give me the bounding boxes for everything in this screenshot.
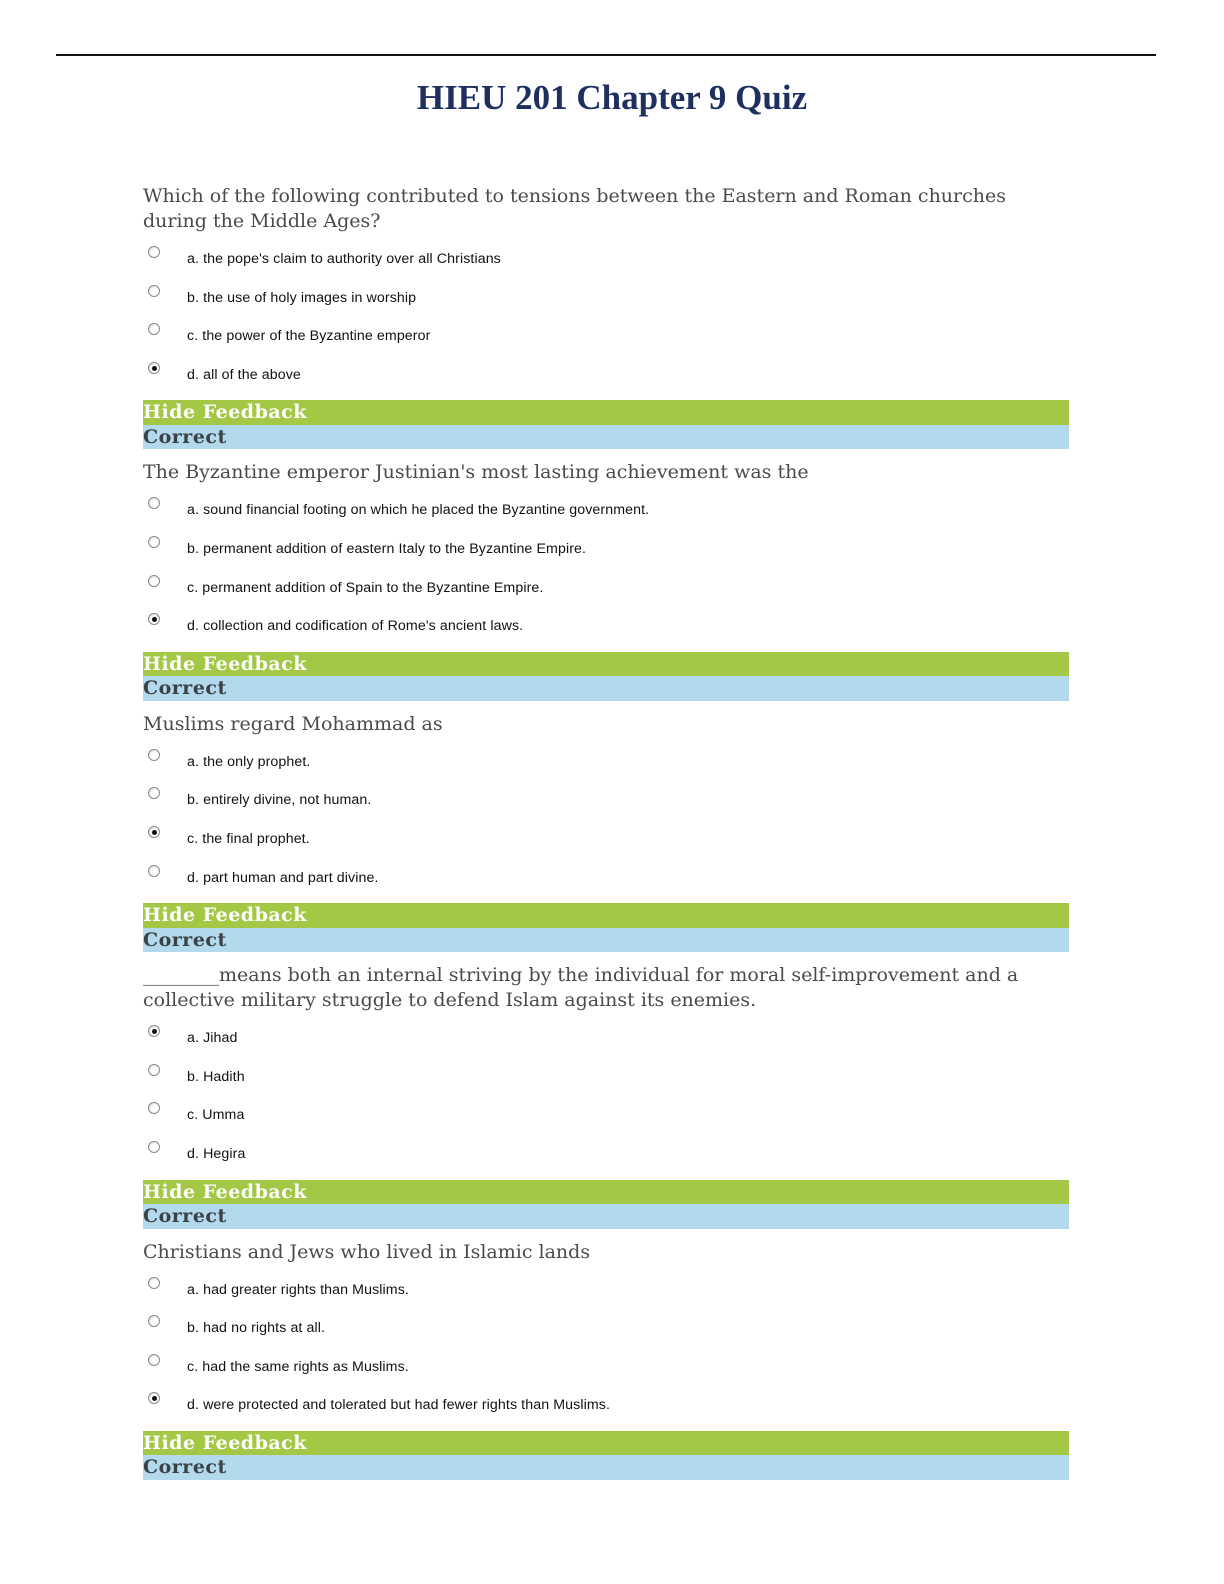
question-text: Muslims regard Mohammad as	[143, 712, 443, 735]
answer-option-label: a. Jihad	[187, 1030, 238, 1047]
answer-option-label: d. Hegira	[187, 1145, 246, 1162]
radio-selected-icon[interactable]	[148, 613, 160, 625]
radio-selected-icon[interactable]	[148, 1392, 160, 1404]
question-block	[143, 460, 1069, 700]
hide-feedback-toggle[interactable]: Hide Feedback	[143, 903, 1069, 928]
radio-selected-icon[interactable]	[148, 826, 160, 838]
result-correct-banner: Correct	[143, 1204, 1069, 1229]
question-text: Which of the following contributed to tensions between the Eastern and Roman churches during the Middle Ages?	[143, 185, 1006, 232]
hide-feedback-toggle[interactable]: Hide Feedback	[143, 1180, 1069, 1205]
answer-option-label: c. permanent addition of Spain to the Byzantine Empire.	[187, 579, 544, 596]
answer-option[interactable]	[143, 826, 1069, 865]
answer-option-label: a. had greater rights than Muslims.	[187, 1281, 409, 1298]
answer-option[interactable]	[143, 613, 1069, 652]
radio-unselected-icon[interactable]	[148, 1141, 160, 1153]
answer-option[interactable]	[143, 1064, 1069, 1103]
radio-unselected-icon[interactable]	[148, 1315, 160, 1327]
answer-option-label: c. had the same rights as Muslims.	[187, 1358, 409, 1375]
radio-unselected-icon[interactable]	[148, 246, 160, 258]
question-block	[143, 963, 1069, 1228]
radio-unselected-icon[interactable]	[148, 1277, 160, 1289]
question-block	[143, 184, 1069, 449]
answer-option[interactable]	[143, 1392, 1069, 1431]
radio-unselected-icon[interactable]	[148, 865, 160, 877]
radio-unselected-icon[interactable]	[148, 497, 160, 509]
answer-option[interactable]	[143, 1141, 1069, 1180]
answer-option-label: c. Umma	[187, 1107, 245, 1124]
radio-unselected-icon[interactable]	[148, 323, 160, 335]
radio-unselected-icon[interactable]	[148, 787, 160, 799]
answer-option-label: b. Hadith	[187, 1068, 245, 1085]
radio-unselected-icon[interactable]	[148, 1102, 160, 1114]
radio-selected-icon[interactable]	[148, 362, 160, 374]
question-text: Christians and Jews who lived in Islamic lands	[143, 1240, 591, 1263]
result-correct-banner: Correct	[143, 928, 1069, 953]
answer-option[interactable]	[143, 536, 1069, 575]
answer-option[interactable]	[143, 497, 1069, 536]
answer-option-label: d. were protected and tolerated but had fewer rights than Muslims.	[187, 1397, 610, 1414]
answer-option[interactable]	[143, 1102, 1069, 1141]
quiz-container	[143, 184, 1069, 1491]
answer-option-label: d. part human and part divine.	[187, 869, 379, 886]
answer-option-label: a. the pope's claim to authority over all Christians	[187, 251, 501, 267]
answer-option-label: d. collection and codification of Rome's ancient laws.	[187, 618, 524, 635]
radio-unselected-icon[interactable]	[148, 285, 160, 297]
question-block	[143, 712, 1069, 952]
answer-option-label: b. entirely divine, not human.	[187, 792, 372, 809]
page-title: HIEU 201 Chapter 9 Quiz	[416, 78, 808, 117]
answer-option-label: b. had no rights at all.	[187, 1320, 326, 1337]
hide-feedback-toggle[interactable]: Hide Feedback	[143, 400, 1069, 425]
answer-option[interactable]	[143, 787, 1069, 826]
answer-option-label: b. the use of holy images in worship	[187, 289, 417, 306]
answer-option-label: a. the only prophet.	[187, 753, 311, 770]
answer-option[interactable]	[143, 323, 1069, 362]
result-correct-banner: Correct	[143, 1455, 1069, 1480]
answer-option[interactable]	[143, 1025, 1069, 1064]
hide-feedback-toggle[interactable]: Hide Feedback	[143, 1431, 1069, 1456]
radio-unselected-icon[interactable]	[148, 575, 160, 587]
answer-option[interactable]	[143, 362, 1069, 401]
radio-unselected-icon[interactable]	[148, 1354, 160, 1366]
answer-option-label: c. the power of the Byzantine emperor	[187, 328, 431, 345]
top-divider	[56, 54, 1156, 56]
hide-feedback-toggle[interactable]: Hide Feedback	[143, 652, 1069, 677]
answer-option[interactable]	[143, 246, 1069, 285]
answer-option[interactable]	[143, 285, 1069, 324]
answer-option-label: c. the final prophet.	[187, 830, 310, 847]
answer-option[interactable]	[143, 1315, 1069, 1354]
answer-option-label: d. all of the above	[187, 366, 301, 383]
result-correct-banner: Correct	[143, 676, 1069, 701]
question-block	[143, 1240, 1069, 1480]
radio-selected-icon[interactable]	[148, 1025, 160, 1037]
question-text: ________means both an internal striving by the individual for moral self-improvement and a collective military struggle to defend Islam against its enemies.	[143, 964, 1019, 1012]
answer-option[interactable]	[143, 575, 1069, 614]
radio-unselected-icon[interactable]	[148, 749, 160, 761]
answer-option[interactable]	[143, 865, 1069, 904]
question-text: The Byzantine emperor Justinian's most lasting achievement was the	[143, 461, 809, 484]
radio-unselected-icon[interactable]	[148, 1064, 160, 1076]
answer-option-label: a. sound financial footing on which he placed the Byzantine government.	[187, 502, 650, 519]
radio-unselected-icon[interactable]	[148, 536, 160, 548]
answer-option-label: b. permanent addition of eastern Italy to the Byzantine Empire.	[187, 540, 587, 557]
result-correct-banner: Correct	[143, 425, 1069, 450]
answer-option[interactable]	[143, 749, 1069, 788]
answer-option[interactable]	[143, 1277, 1069, 1316]
answer-option[interactable]	[143, 1354, 1069, 1393]
